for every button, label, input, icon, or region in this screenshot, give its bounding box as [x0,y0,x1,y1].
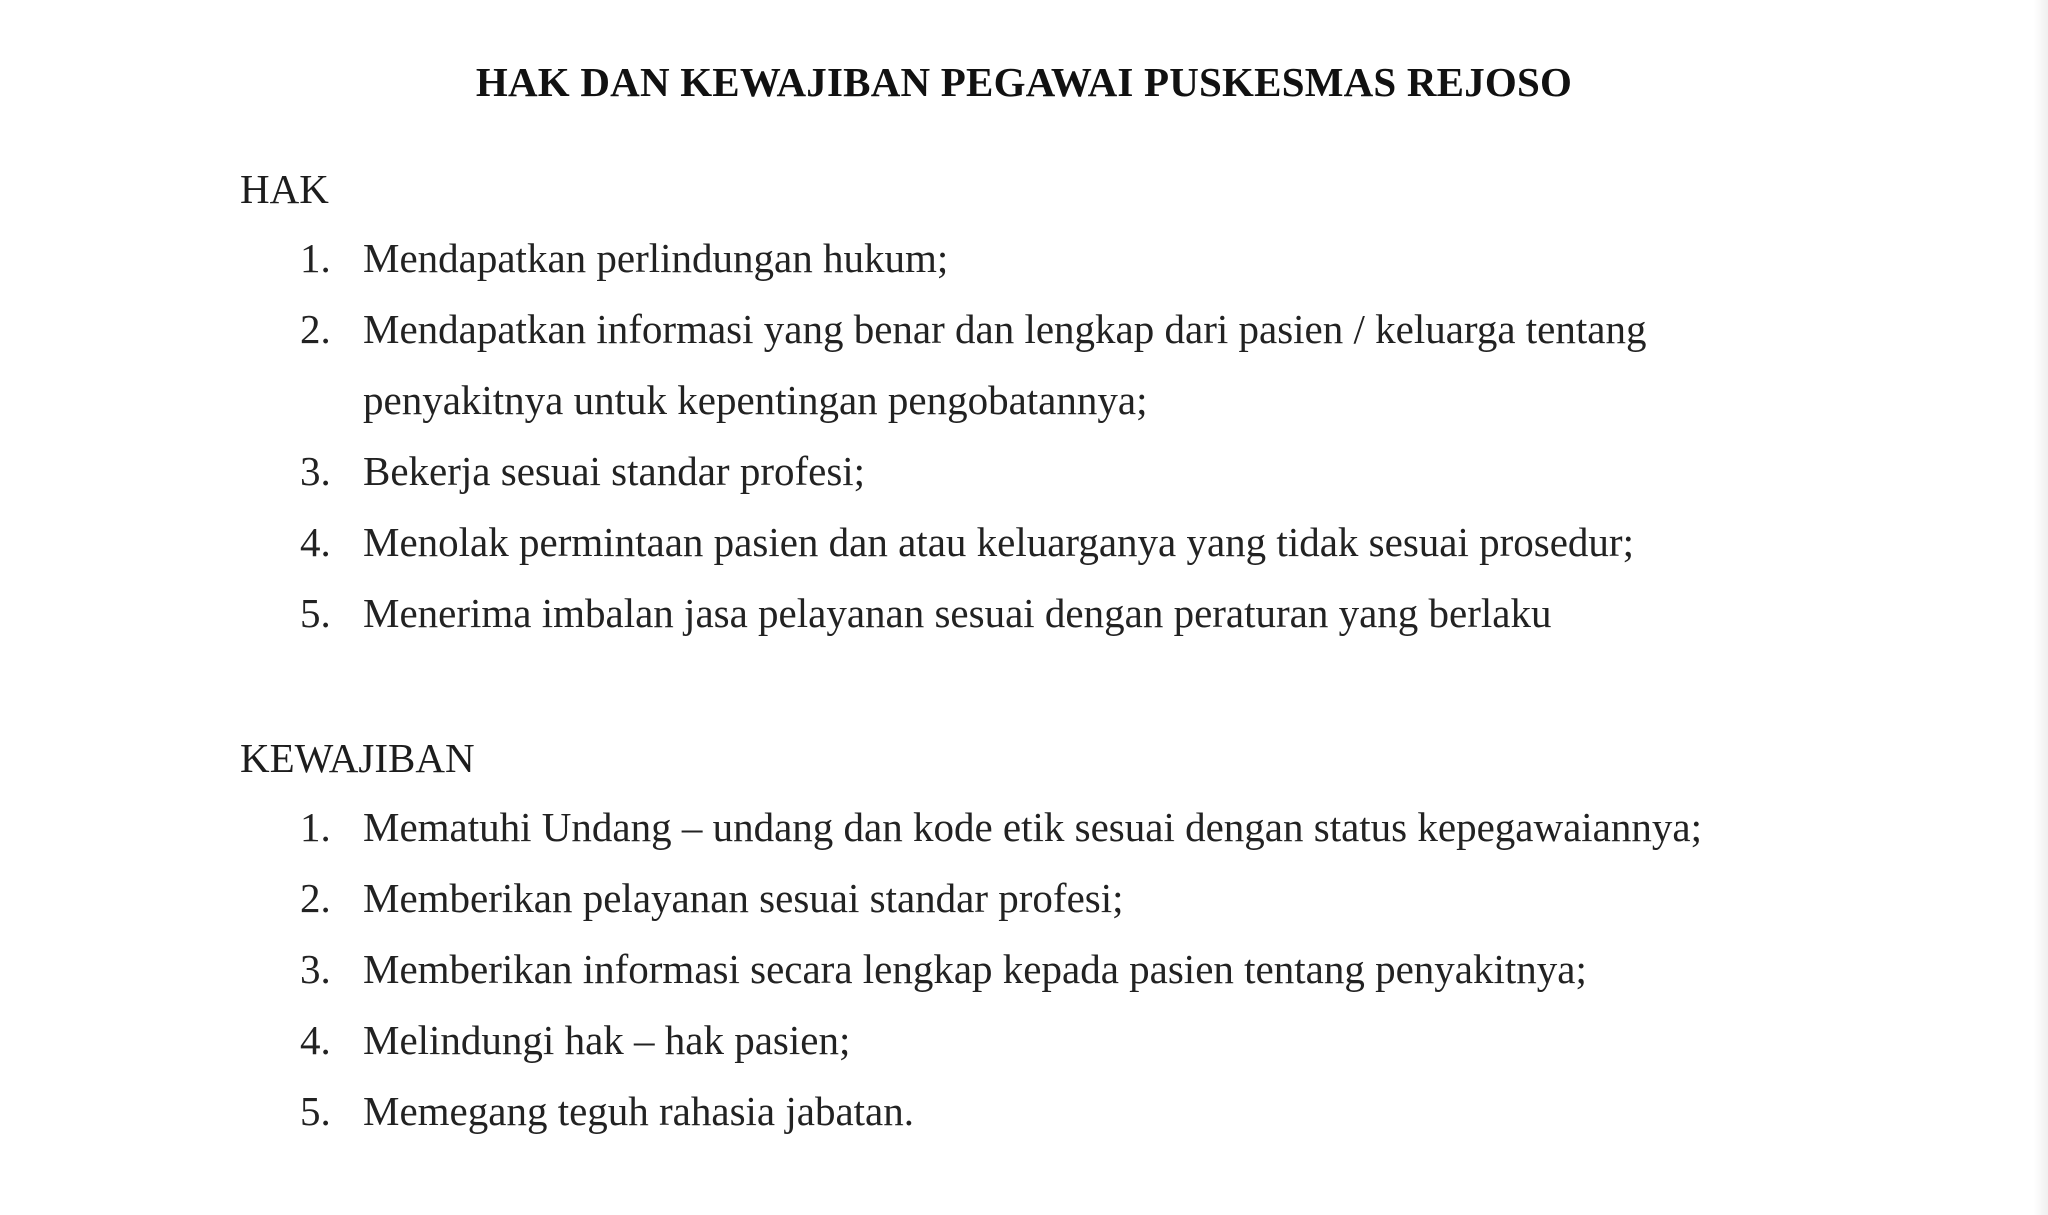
hak-list-item [0,585,2048,641]
kewajiban-list-item [0,941,2048,997]
list-item-text: Menolak permintaan pasien dan atau keluarganya yang tidak sesuai prosedur; [363,519,1634,565]
list-item-text-continuation: penyakitnya untuk kepentingan pengobatannya; [363,377,1148,423]
list-item-text: Memberikan informasi secara lengkap kepada pasien tentang penyakitnya; [363,946,1587,992]
list-item-text: Menerima imbalan jasa pelayanan sesuai dengan peraturan yang berlaku [363,590,1552,636]
list-item-number: 5. [300,590,331,636]
kewajiban-list-item [0,1083,2048,1139]
list-item-text: Bekerja sesuai standar profesi; [363,448,866,494]
kewajiban-list-item [0,1012,2048,1068]
list-item-number: 5. [300,1088,331,1134]
list-item-number: 3. [300,946,331,992]
hak-list-item [0,514,2048,570]
list-item-text: Mematuhi Undang – undang dan kode etik sesuai dengan status kepegawaiannya; [363,804,1702,850]
section-heading-kewajiban: KEWAJIBAN [240,735,475,781]
list-item-number: 1. [300,235,331,281]
list-item-number: 3. [300,448,331,494]
list-item-text: Memegang teguh rahasia jabatan. [363,1088,914,1134]
list-item-number: 2. [300,875,331,921]
document-title: HAK DAN KEWAJIBAN PEGAWAI PUSKESMAS REJOSO [475,59,1573,105]
list-item-number: 1. [300,804,331,850]
section-heading-hak: HAK [240,166,329,212]
list-item-number: 4. [300,1017,331,1063]
hak-list-item [0,443,2048,499]
hak-list-item-continuation [0,372,2048,428]
list-item-text: Memberikan pelayanan sesuai standar profesi; [363,875,1124,921]
hak-list-item [0,301,2048,357]
list-item-text: Melindungi hak – hak pasien; [363,1017,851,1063]
hak-list-item [0,230,2048,286]
list-item-text: Mendapatkan informasi yang benar dan lengkap dari pasien / keluarga tentang [363,306,1647,352]
list-item-number: 2. [300,306,331,352]
list-item-text: Mendapatkan perlindungan hukum; [363,235,949,281]
kewajiban-list-item [0,870,2048,926]
list-item-number: 4. [300,519,331,565]
kewajiban-list-item [0,799,2048,855]
page-edge-shadow [2034,0,2048,1215]
